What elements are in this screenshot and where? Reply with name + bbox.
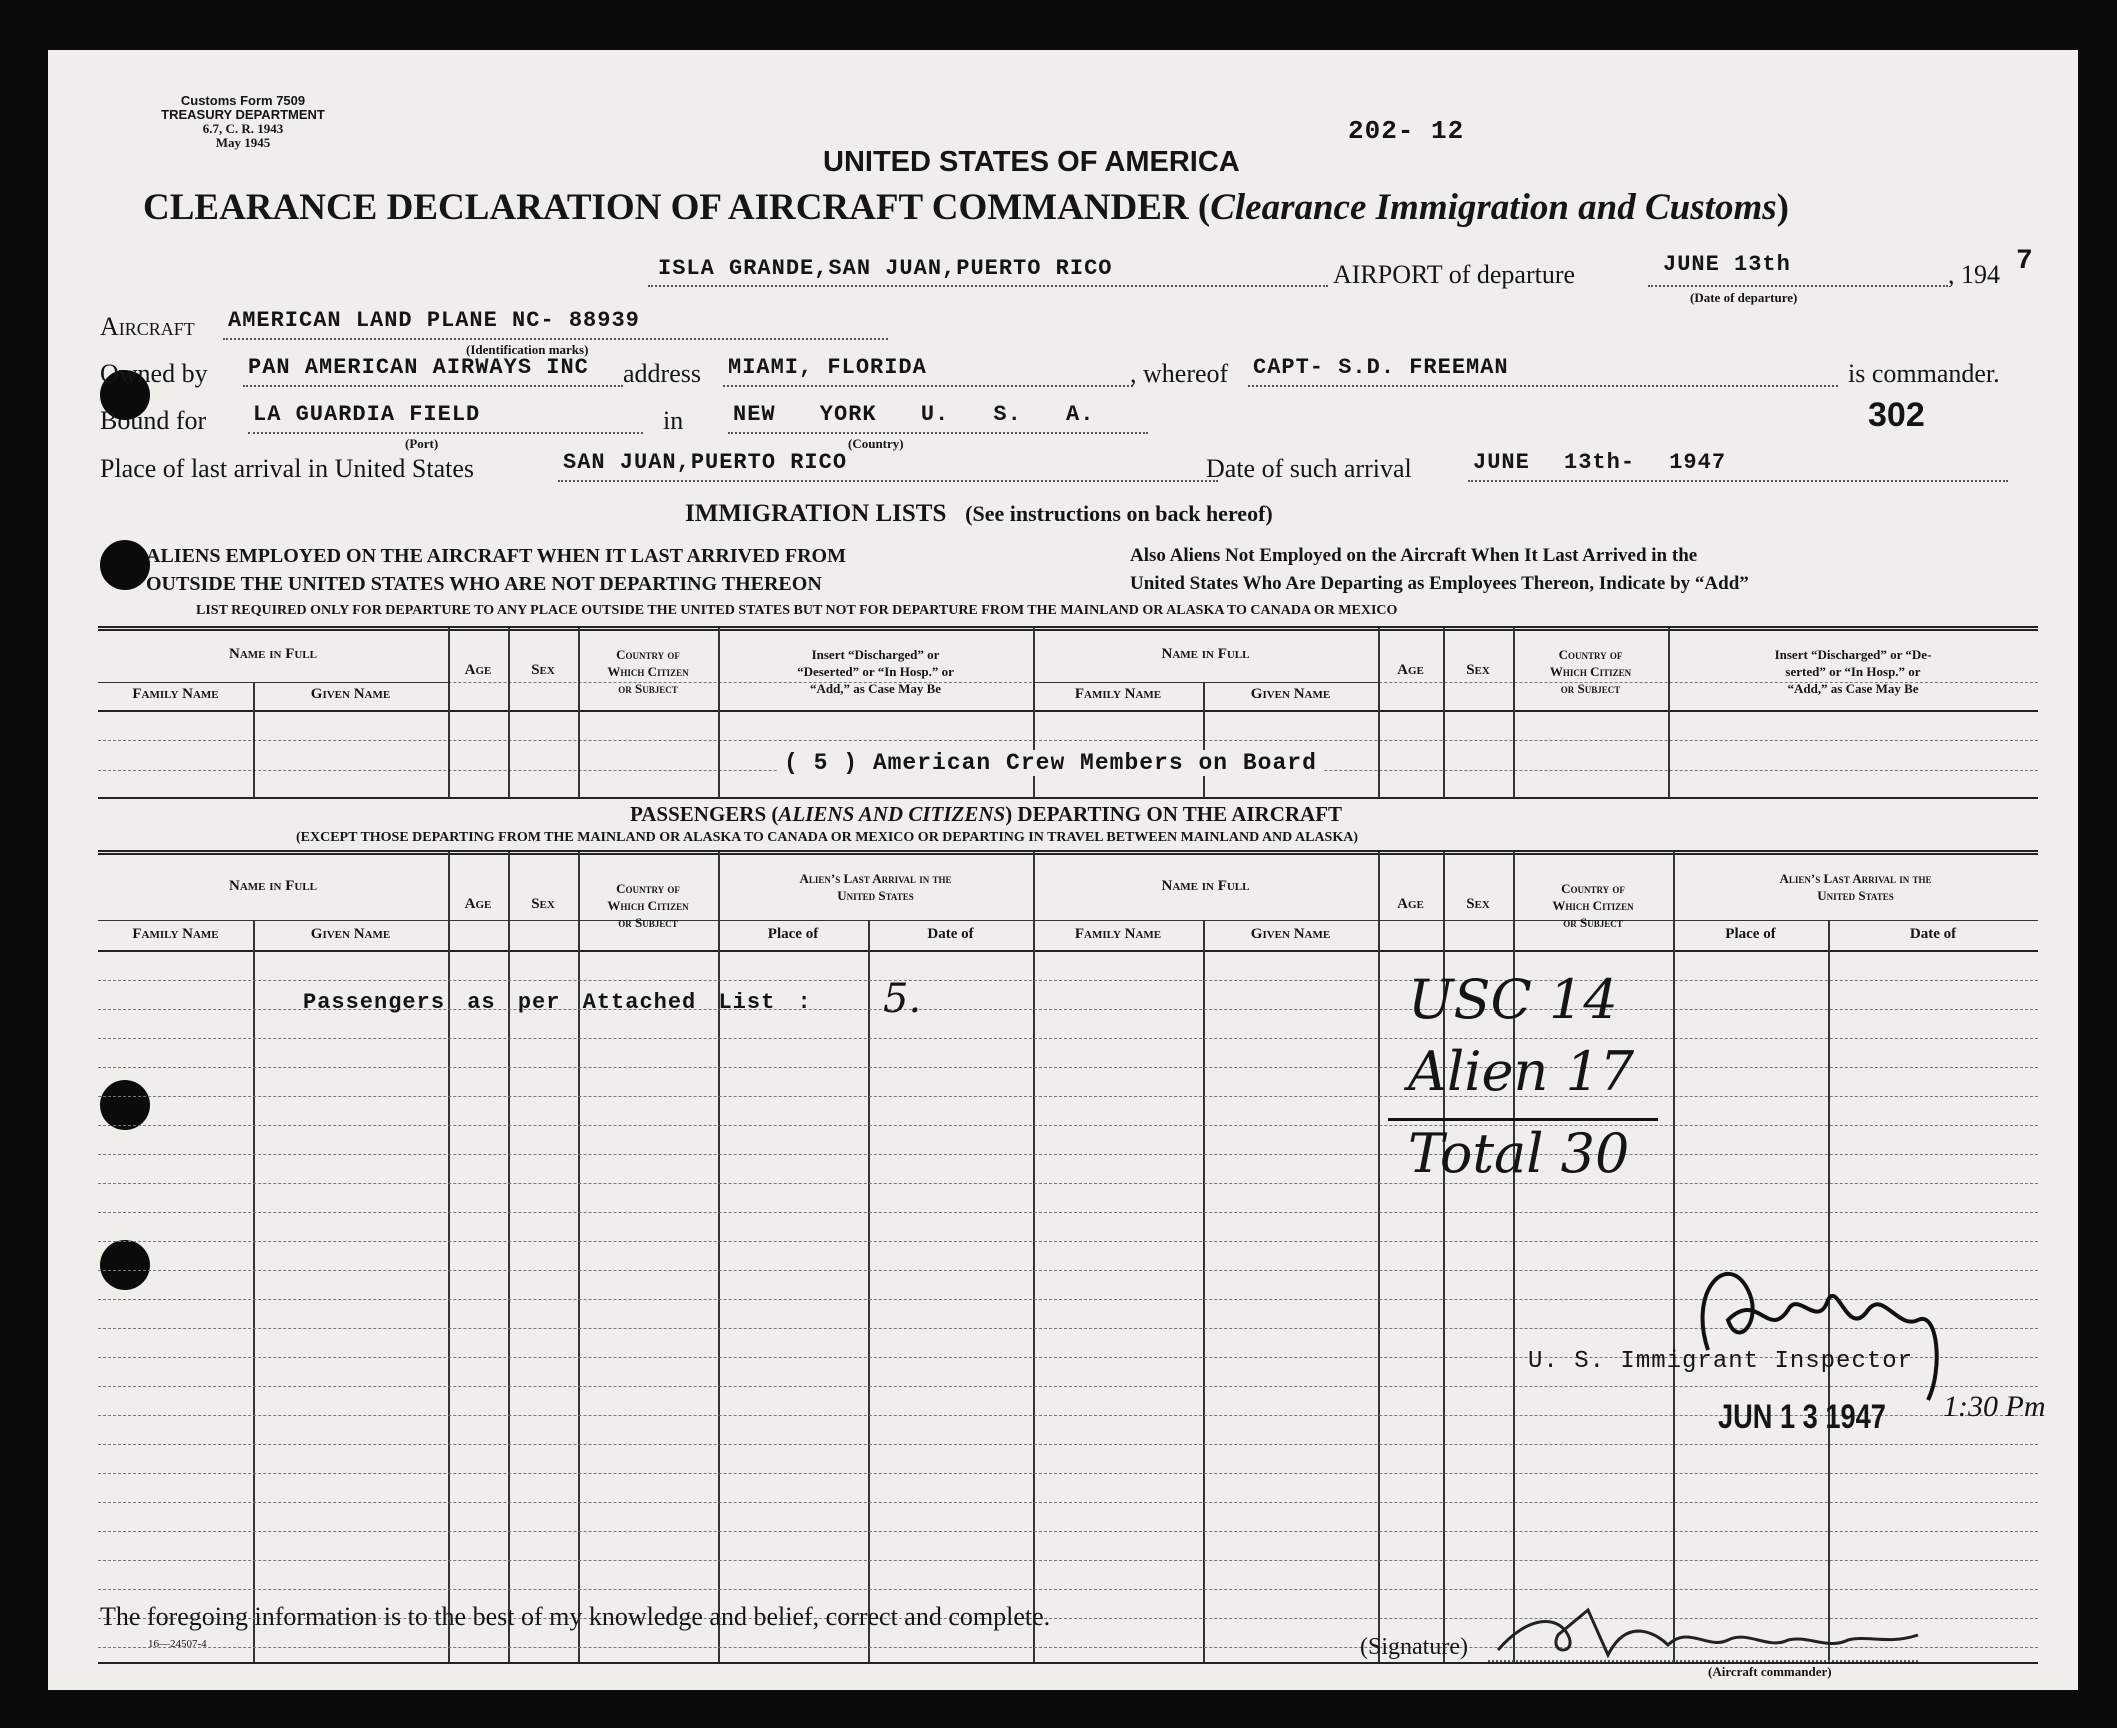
col-name-in-full: Name in Full <box>228 878 317 894</box>
row-rule <box>98 1473 2038 1474</box>
commander-label: is commander. <box>1848 359 2000 388</box>
declaration-text: The foregoing information is to the best of my knowledge and belief, correct and complete. <box>100 1602 1051 1631</box>
date-caption: (Date of departure) <box>1690 290 1798 305</box>
col-country-line: Which Citizen <box>1552 898 1634 913</box>
immigration-heading <box>685 500 1273 528</box>
col-country <box>1513 646 1668 697</box>
col-country-line: or Subject <box>618 915 678 930</box>
col-given-name: Given Name <box>1250 686 1331 702</box>
address-label: address <box>623 359 701 388</box>
col-country-line: Country of <box>616 647 680 662</box>
col-date-of: Date of <box>1909 926 1957 942</box>
col-last-arrival-line: Alien’s Last Arrival in the <box>799 871 952 886</box>
bound-value: LA GUARDIA FIELD <box>253 402 481 427</box>
col-country-line: or Subject <box>1560 681 1621 696</box>
col-country <box>1513 880 1673 931</box>
passengers-heading-post: ) DEPARTING ON THE AIRCRAFT <box>1005 802 1343 826</box>
col-given-name: Given Name <box>310 686 391 702</box>
owned-label: Owned by <box>100 359 208 388</box>
aircraft-value: AMERICAN LAND PLANE NC- 88939 <box>228 308 640 333</box>
row-rule <box>98 1183 2038 1184</box>
col-insert-line: “Add,” as Case May Be <box>1787 681 1919 696</box>
time-note: 1:30 Pm <box>1943 1390 2046 1423</box>
col-family-name: Family Name <box>1074 686 1162 702</box>
commander-signature <box>1488 1595 1928 1665</box>
country-caption: (Country) <box>848 436 904 451</box>
col-place-of: Place of <box>767 926 819 942</box>
country-heading: UNITED STATES OF AMERICA <box>823 146 1240 178</box>
col-last-arrival <box>1673 870 2038 904</box>
col-insert-line: serted” or “In Hosp.” or <box>1785 664 1921 679</box>
airport-value: ISLA GRANDE,SAN JUAN,PUERTO RICO <box>658 256 1113 281</box>
col-given-name: Given Name <box>1250 926 1331 942</box>
col-country-line: Country of <box>1558 647 1623 662</box>
col-country-line: Which Citizen <box>1549 664 1632 679</box>
col-insert-line: Insert “Discharged” or <box>811 647 940 662</box>
col-age: Age <box>464 662 492 678</box>
col-last-arrival <box>718 870 1033 904</box>
in-label: in <box>663 406 684 435</box>
col-last-arrival-line: Alien’s Last Arrival in the <box>1779 871 1932 886</box>
col-family-name: Family Name <box>132 686 219 702</box>
col-last-arrival-line: United States <box>837 888 914 903</box>
col-insert <box>1668 646 2038 697</box>
handwritten-total: Total 30 <box>1408 1122 1630 1185</box>
punch-hole <box>100 1080 150 1130</box>
col-sex: Sex <box>531 896 555 912</box>
row-rule <box>98 1154 2038 1155</box>
handwritten-usc: USC 14 <box>1408 968 1618 1031</box>
handwritten-count: 5. <box>883 976 922 1022</box>
immigration-right-text <box>1130 542 1749 598</box>
form-number: Customs Form 7509 <box>180 93 306 108</box>
col-insert-line: “Add,” as Case May Be <box>809 681 942 696</box>
title-close: ) <box>1776 187 1789 228</box>
col-country-line: Which Citizen <box>607 898 689 913</box>
col-country-line: Country of <box>616 881 680 896</box>
col-age: Age <box>1397 896 1424 912</box>
col-country <box>578 880 718 931</box>
port-caption: (Port) <box>405 436 439 451</box>
handwritten-alien: Alien 17 <box>1408 1040 1635 1103</box>
col-name-in-full: Name in Full <box>228 646 317 662</box>
bound-country: NEW YORK U. S. A. <box>733 402 1095 427</box>
col-sex: Sex <box>531 662 555 678</box>
file-number: 202- 12 <box>1348 116 1465 146</box>
form-title <box>143 186 1789 229</box>
inspector-title: U. S. Immigrant Inspector <box>1528 1348 1914 1375</box>
title-main: CLEARANCE DECLARATION OF AIRCRAFT COMMANDER ( <box>143 187 1211 228</box>
year-digit: 7 <box>2016 246 2034 277</box>
commander-value: CAPT- S.D. FREEMAN <box>1253 355 1509 380</box>
col-country-line: or Subject <box>618 681 678 696</box>
col-given-name: Given Name <box>310 926 391 942</box>
last-arrival-value: SAN JUAN,PUERTO RICO <box>563 450 848 475</box>
row-rule <box>98 980 2038 981</box>
col-country-line: Which Citizen <box>607 664 689 679</box>
col-insert-line: Insert “Discharged” or “De- <box>1774 647 1932 662</box>
arrival-date-value: JUNE 13th- 1947 <box>1473 450 1727 475</box>
passengers-heading <box>630 802 1342 827</box>
row-rule <box>98 1067 2038 1068</box>
regulation: 6.7, C. R. 1943 <box>202 121 284 136</box>
row-rule <box>98 1038 2038 1039</box>
col-country-line: or Subject <box>1563 915 1623 930</box>
col-family-name: Family Name <box>1074 926 1162 942</box>
col-last-arrival-line: United States <box>1817 888 1894 903</box>
last-arrival-label: Place of last arrival in United States <box>100 454 475 483</box>
list-required-note: LIST REQUIRED ONLY FOR DEPARTURE TO ANY PLACE OUTSIDE THE UNITED STATES BUT NOT FOR DEPARTURE FROM THE MAINLAND OR ALASKA TO CANADA OR MEXICO <box>196 603 1398 618</box>
row-rule <box>98 1560 2038 1561</box>
col-sex: Sex <box>1466 896 1490 912</box>
row-rule <box>98 1212 2038 1213</box>
col-family-name: Family Name <box>132 926 219 942</box>
form-page <box>48 50 2078 1690</box>
row-rule <box>98 1502 2038 1503</box>
col-country <box>578 646 718 697</box>
right-text-line: United States Who Are Departing as Employees Thereon, Indicate by “Add” <box>1130 573 1749 594</box>
punch-hole <box>100 540 150 590</box>
year-prefix: , 194 <box>1948 260 2000 289</box>
row-rule <box>98 1125 2038 1126</box>
col-place-of: Place of <box>1725 926 1776 942</box>
col-sex: Sex <box>1466 662 1490 678</box>
passengers-subheading: (EXCEPT THOSE DEPARTING FROM THE MAINLAND OR ALASKA TO CANADA OR MEXICO OR DEPARTING IN TRAVEL BETWEEN MAINLAND AND ALASKA) <box>296 830 1359 845</box>
passengers-entry: Passengers as per Attached List : <box>303 990 812 1015</box>
department: TREASURY DEPARTMENT <box>161 107 325 122</box>
immigration-note: (See instructions on back hereof) <box>965 501 1273 526</box>
title-italic: Clearance Immigration and Customs <box>1210 187 1777 228</box>
col-insert <box>718 646 1033 697</box>
signature-caption: (Aircraft commander) <box>1708 1664 1832 1679</box>
col-country-line: Country of <box>1561 881 1625 896</box>
right-text-line: Also Aliens Not Employed on the Aircraft When It Last Arrived in the <box>1130 545 1698 566</box>
airport-label: AIRPORT of departure <box>1333 260 1576 289</box>
col-insert-line: “Deserted” or “In Hosp.” or <box>797 664 954 679</box>
signature-label: (Signature) <box>1360 1634 1468 1660</box>
row-rule <box>98 1589 2038 1590</box>
passengers-heading-italic: ALIENS AND CITIZENS <box>778 802 1006 826</box>
owner-value: PAN AMERICAN AIRWAYS INC <box>248 355 589 380</box>
bound-label: Bound for <box>100 406 207 435</box>
page-number: 302 <box>1868 396 1925 434</box>
whereof-label: , whereof <box>1130 359 1229 388</box>
immigration-title: IMMIGRATION LISTS <box>685 500 947 527</box>
row-rule <box>98 1531 2038 1532</box>
col-name-in-full: Name in Full <box>1161 878 1250 894</box>
passengers-heading-pre: PASSENGERS ( <box>630 802 779 826</box>
aircraft-label: Aircraft <box>100 312 195 341</box>
crew-entry: ( 5 ) American Crew Members on Board <box>778 750 1323 776</box>
address-value: MIAMI, FLORIDA <box>728 355 927 380</box>
print-code: 16—24507-4 <box>148 1638 207 1650</box>
col-age: Age <box>1397 662 1424 678</box>
left-text-line: ALIENS EMPLOYED ON THE AIRCRAFT WHEN IT LAST ARRIVED FROM <box>146 545 846 567</box>
identification-caption: (Identification marks) <box>466 342 589 357</box>
left-text-line: OUTSIDE THE UNITED STATES WHO ARE NOT DEPARTING THEREON <box>146 573 822 595</box>
col-age: Age <box>464 896 492 912</box>
arrival-date-label: Date of such arrival <box>1206 454 1412 483</box>
inspector-signature <box>1668 1230 2008 1410</box>
immigration-left-text <box>146 542 846 598</box>
row-rule <box>98 1444 2038 1445</box>
form-info <box>128 94 358 150</box>
row-rule <box>98 1096 2038 1097</box>
form-date: May 1945 <box>215 135 271 150</box>
stamp-date: JUN 1 3 1947 <box>1718 1398 1886 1436</box>
col-name-in-full: Name in Full <box>1161 646 1250 662</box>
punch-hole <box>100 1240 150 1290</box>
col-date-of: Date of <box>927 926 974 942</box>
departure-date: JUNE 13th <box>1663 252 1791 277</box>
